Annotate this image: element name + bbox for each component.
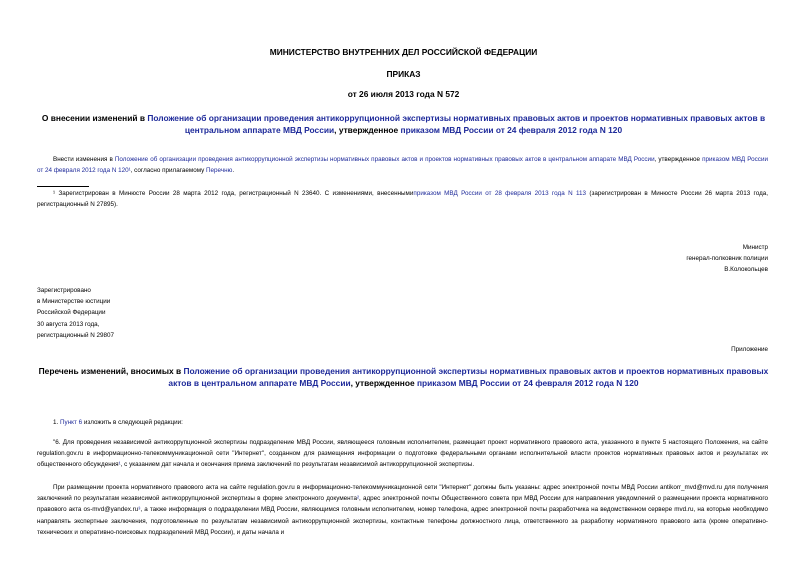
footnote-ref-clause[interactable]: ¹	[118, 461, 121, 469]
item-1	[37, 417, 768, 428]
footnote-ref-3[interactable]: ³	[138, 506, 141, 514]
list-order-120-link[interactable]: приказом МВД России от 24 февраля 2012 года N 120	[416, 377, 639, 388]
posting-text-1: При размещении проекта нормативного правового акта на сайте regulation.gov.ru в информационно-телекоммуникационной сети "Интернет" должны быть указаны: адрес электронной почты МВД России antikorr_mvd@mvd.ru для получения заключений по результатам независимой антикоррупционной экспертизы в форме электронного документа	[37, 484, 768, 503]
footnote-divider	[37, 186, 89, 187]
intro-order-link[interactable]: приказом МВД России от 24 февраля 2012 года N 120	[37, 156, 768, 175]
registration-line-4: 30 августа 2013 года,	[37, 320, 100, 328]
intro-paragraph	[37, 154, 768, 176]
clause-6-text	[37, 437, 768, 471]
order-date-number: от 26 июля 2013 года N 572	[347, 89, 460, 99]
clause-6-link[interactable]: Пункт 6	[60, 419, 83, 426]
posting-text-3: , а также информация о подразделении МВД России, являющимся головным исполнителем, номер телефона, адрес электронной почты разработчика на ведомственном сервере mvd.ru, на которые необходимо направлять экспертные заключения, подготовленные по результатам независимой антикоррупционной экспертизы, контактные телефоны должностного лица, ответственного за разработку нормативного правового акта (кроме оперативно-технических и оперативно-поисковых подразделений МВД России), и даты начала и	[37, 506, 768, 536]
posting-text-2: , адрес электронной почты Общественного совета при МВД России для направления уведомлений о размещении проекта нормативного правового акта os-mvd@yandex.ru	[37, 495, 769, 514]
intro-end: .	[232, 167, 235, 175]
appendix-label: Приложение	[731, 346, 768, 353]
item-1-text: изложить в следующей редакции:	[82, 419, 183, 426]
list-title-prefix: Перечень изменений, вносимых в	[38, 366, 184, 376]
intro-post: , согласно прилагаемому	[130, 167, 207, 175]
registration-block	[37, 285, 297, 341]
posting-paragraph	[37, 482, 768, 538]
intro-text: Внести изменения в	[53, 156, 115, 163]
intro-regulation-link[interactable]: Положение об организации проведения антикоррупционной экспертизы нормативных правовых актов и проектов нормативных правовых актов в центральном аппарате МВД России	[114, 156, 655, 163]
footnote-ref-2[interactable]: ²	[356, 495, 360, 503]
footnote-text-2: (зарегистрирован в Минюсте России 26 марта 2013 года, регистрационный N 27895).	[37, 190, 769, 209]
registration-line-1: Зарегистрировано	[37, 287, 91, 294]
doc-type-heading: ПРИКАЗ	[386, 69, 421, 79]
footnote-1	[37, 188, 768, 210]
regulation-link[interactable]: Положение об организации проведения антикоррупционной экспертизы нормативных правовых актов и проектов нормативных правовых актов в центральном аппарате МВД России	[147, 113, 766, 135]
item-1-number: 1.	[53, 419, 61, 426]
registration-line-5: регистрационный N 29807	[37, 331, 115, 339]
list-link[interactable]: Перечню	[206, 167, 233, 175]
footnote-ref-1[interactable]: ¹	[128, 167, 131, 175]
intro-mid: , утвержденное	[654, 156, 703, 163]
footnote-mark: ¹	[53, 190, 56, 197]
list-title-mid: , утвержденное	[350, 377, 417, 388]
signature-role: Министр	[742, 244, 768, 251]
registration-line-2: в Министерстве юстиции	[37, 298, 111, 306]
order-113-link[interactable]: приказом МВД России от 28 февраля 2013 года N 113	[413, 190, 587, 197]
signature-block	[560, 242, 768, 276]
footnote-text: Зарегистрирован в Минюсте России 28 марта 2012 года, регистрационный N 23640. С изменениями, внесенными	[55, 190, 414, 197]
order-title-prefix: О внесении изменений в	[41, 113, 148, 123]
clause-6-tail: , с указанием дат начала и окончания приема заключений по результатам независимой антикоррупционной экспертизы.	[120, 461, 475, 469]
clause-6-body: "6. Для проведения независимой антикоррупционной экспертизы подразделение МВД России, являющееся головным исполнителем, размещает проект нормативного правового акта, указанного в пункте 5 настоящего Положения, на сайте regulation.gov.ru в информационно-телекоммуникационной сети "Интернет", созданном для размещения информации о подготовке федеральными органами исполнительной власти проектов нормативных правовых актов и результатах их общественного обсуждения	[37, 439, 768, 469]
registration-line-3: Российской Федерации	[37, 309, 106, 317]
order-120-link[interactable]: приказом МВД России от 24 февраля 2012 года N 120	[400, 124, 623, 135]
order-title	[36, 113, 771, 136]
ministry-heading: МИНИСТЕРСТВО ВНУТРЕННИХ ДЕЛ РОССИЙСКОЙ ФЕДЕРАЦИИ	[269, 47, 538, 57]
signature-name: В.Колокольцев	[724, 266, 768, 274]
list-regulation-link[interactable]: Положение об организации проведения антикоррупционной экспертизы нормативных правовых актов и проектов нормативных правовых актов в центральном аппарате МВД России	[168, 366, 769, 388]
list-title	[36, 366, 771, 389]
order-title-mid: , утвержденное	[334, 124, 401, 135]
signature-rank: генерал-полковник полиции	[686, 255, 768, 263]
